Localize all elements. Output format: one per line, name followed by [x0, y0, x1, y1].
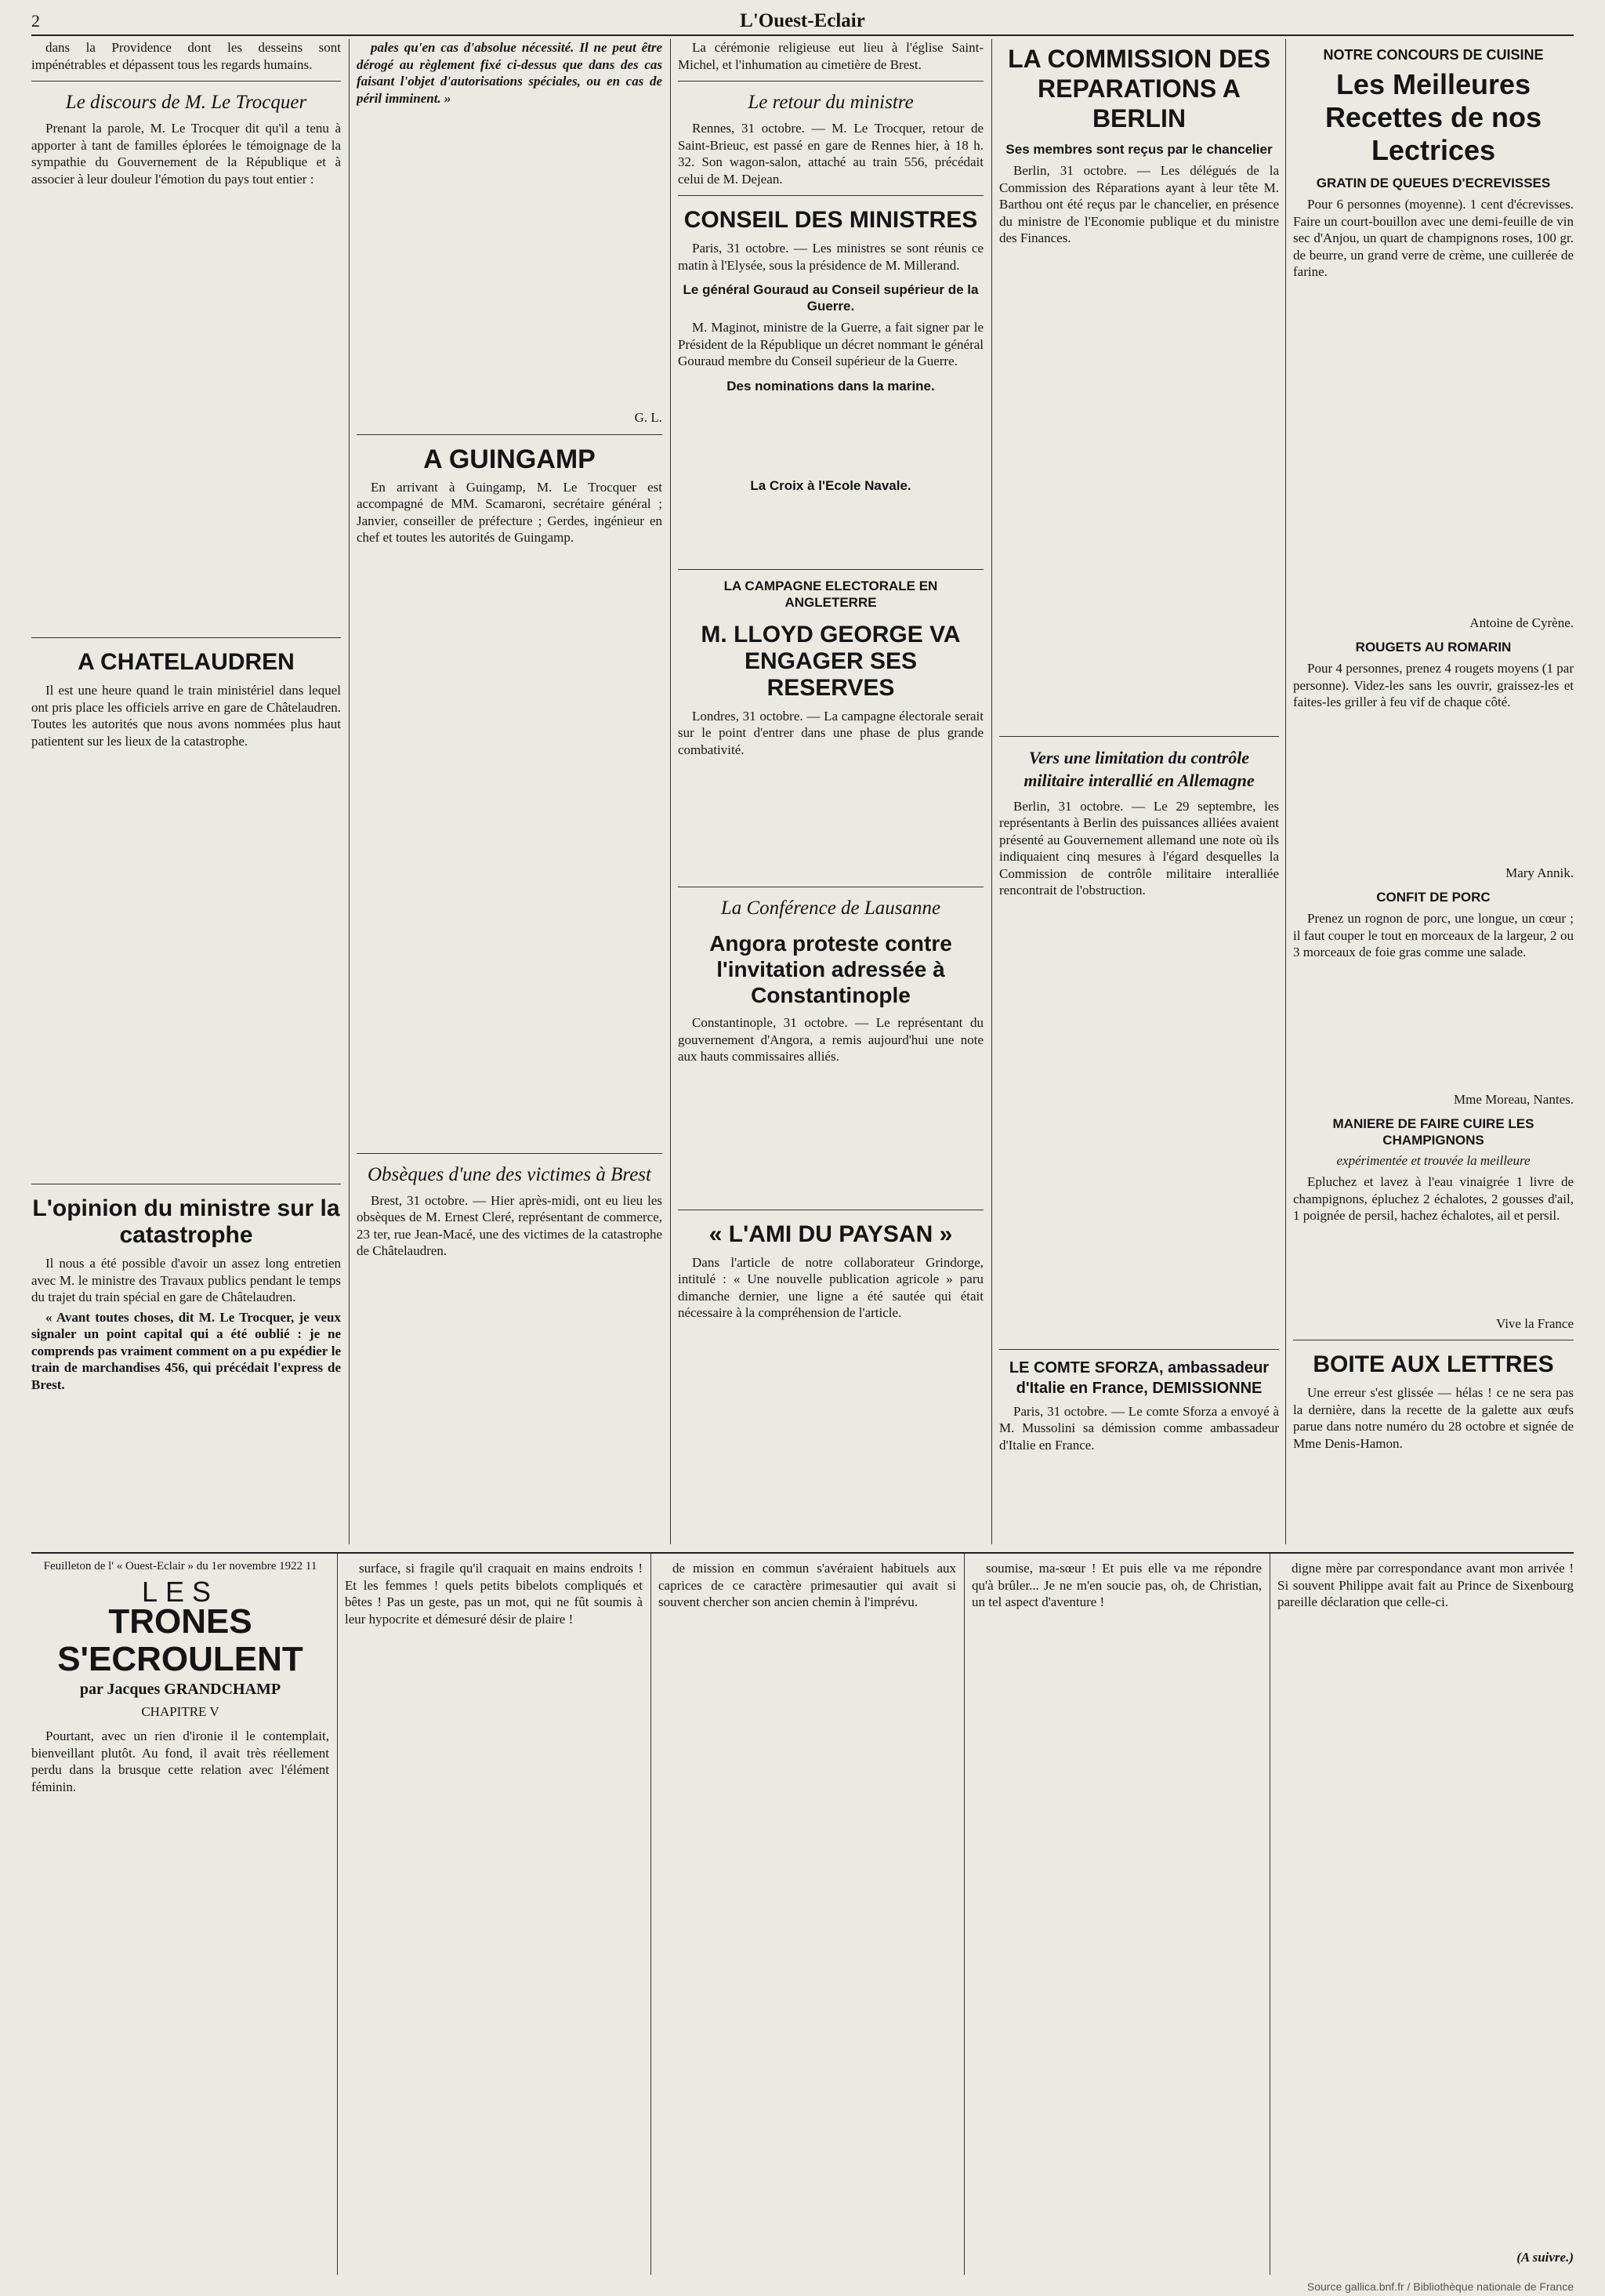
col3-p6: Dans l'article de notre collaborateur Grindorge, intitulé : « Une nouvelle publication agricole » paru dimanche dernier, une ligne a été sautée qui était nécessaire à la compréhension de l'article.	[678, 1254, 984, 1320]
heading-opinion: L'opinion du ministre sur la catastrophe	[32, 1195, 340, 1248]
heading-limitation: Vers une limitation du contrôle militaire interallié en Allemagne	[1024, 747, 1255, 790]
newspaper-title: L'Ouest-Eclair	[740, 10, 865, 31]
heading-sforza: LE COMTE SFORZA, ambassadeur d'Italie en France, DEMISSIONNE	[1009, 1358, 1270, 1397]
heading-commission: LA COMMISSION DES REPARATIONS A BERLIN	[1008, 45, 1270, 132]
column-3	[678, 39, 984, 1544]
heading-rougets: ROUGETS AU ROMARIN	[1355, 640, 1512, 655]
masthead	[31, 8, 1574, 36]
feuilleton-p4: soumise, ma-sœur ! Et puis elle va me répondre qu'à brûler... Je ne m'en soucie pas, oh, de Christian, un tel aspect d'aventure !	[972, 1561, 1262, 1609]
heading-lausanne: La Conférence de Lausanne	[720, 898, 941, 919]
feuilleton-p2: surface, si fragile qu'il craquait en mains endroits ! Et les femmes ! quels petits bibelots compliqués et bêtes ! Pas un geste, pas un mot, qui ne fût soumis à leur hypocrite et démesuré désir de plaire !	[345, 1561, 643, 1627]
feuilleton-col-5	[1277, 1554, 1574, 2281]
col5-p3: Prenez un rognon de porc, une longue, un cœur ; il faut couper le tout en morceaux de la largeur, 2 ou 3 morceaux de foie gras comme une salade.	[1293, 911, 1574, 959]
col5-p2: Pour 4 personnes, prenez 4 rougets moyens (1 par personne). Videz-les sans les ouvrir, graissez-les et faites-les griller à feu vif de chaque côté.	[1293, 661, 1574, 709]
col4-p1: Berlin, 31 octobre. — Les délégués de la Commission des Réparations ayant à leur tête M. Barthou ont été reçus par le chancelier, en présence du ministre de l'Economie publique et du ministre des Finances.	[999, 163, 1279, 245]
heading-nominations: Des nominations dans la marine.	[726, 378, 935, 394]
upper-section	[31, 39, 1574, 1544]
col4-p3: Paris, 31 octobre. — Le comte Sforza a envoyé à M. Mussolini sa démission comme ambassadeur d'Italie en France.	[999, 1403, 1279, 1453]
heading-guingamp: A GUINGAMP	[423, 444, 596, 474]
heading-lloyd: M. LLOYD GEORGE VA ENGAGER SES RESERVES	[701, 621, 961, 701]
col3-p4: Londres, 31 octobre. — La campagne électorale serait sur le point d'entrer dans une phase de plus grande combativité.	[678, 708, 984, 757]
col2-p2: En arrivant à Guingamp, M. Le Trocquer est accompagné de MM. Scamaroni, secrétaire général ; Janvier, conseiller de préfecture ; Gerdes, ingénieur en chef et toutes les autorités de Guingamp.	[357, 479, 662, 545]
col5-sig4: Vive la France	[1495, 1315, 1574, 1331]
feuilleton-title: TRONES S'ECROULENT	[57, 1602, 303, 1678]
col5-p5: Une erreur s'est glissée — hélas ! ce ne sera pas la dernière, dans la recette de la galette aux œufs parue dans notre numéro du 28 octobre et signée de Mme Denis-Hamon.	[1293, 1385, 1574, 1451]
col3-p1: Rennes, 31 octobre. — M. Le Trocquer, retour de Saint-Brieuc, est passé en gare de Rennes hier, à 18 h. 32. Son wagon-salon, attaché au train 556, précédait celui de M. Dejean.	[678, 121, 984, 187]
feuilleton-p5: digne mère par correspondance avant mon arrivée ! Si souvent Philippe avait fait au Prince de Sixenbourg pareille déclaration que celle-ci.	[1277, 1561, 1574, 1609]
feuilleton-chapter: CHAPITRE V	[141, 1703, 219, 1719]
feuilleton-p3: de mission en commun s'avéraient habituels aux caprices de ce caractère primesautier qui avait si souvent chercher son ancien chemin à l'imprévu.	[658, 1561, 956, 1609]
col5-sig1: Antoine de Cyrène.	[1469, 615, 1574, 630]
heading-recettes: Les Meilleures Recettes de nos Lectrices	[1324, 68, 1542, 166]
heading-chatelaudren: A CHATELAUDREN	[78, 649, 295, 675]
heading-membres: Ses membres sont reçus par le chancelier	[1005, 142, 1273, 157]
feuilleton-col-4	[972, 1554, 1262, 2281]
col3-p3: M. Maginot, ministre de la Guerre, a fait signer par le Président de la République un décret nommant le général Gouraud membre du Conseil supérieur de la Guerre.	[678, 320, 984, 368]
heading-discours: Le discours de M. Le Trocquer	[65, 92, 307, 113]
feuilleton-p1: Pourtant, avec un rien d'ironie il le contemplait, bienveillant plutôt. Au fond, il avait très réellement perdu dans la brusque cette relation avec l'élément féminin.	[31, 1728, 329, 1794]
heading-gratin: GRATIN DE QUEUES D'ECREVISSES	[1316, 176, 1551, 190]
heading-campagne: LA CAMPAGNE ELECTORALE EN ANGLETERRE	[723, 578, 938, 610]
feuilleton-col-2	[345, 1554, 643, 2281]
a-suivre: (A suivre.)	[1516, 2249, 1574, 2265]
heading-croix: La Croix à l'Ecole Navale.	[750, 477, 911, 493]
col3-p0: La cérémonie religieuse eut lieu à l'église Saint-Michel, et l'inhumation au cimetière de Brest.	[678, 40, 984, 72]
heading-angora: Angora proteste contre l'invitation adressée à Constantinople	[709, 931, 952, 1007]
col1-p2: Il est une heure quand le train ministériel dans lequel ont pris place les officiels arrive en gare de Châtelaudren. Toutes les autorités que nous avons nommées plus haut patientent sur les lieux de la catastrophe.	[31, 683, 341, 749]
col3-p5: Constantinople, 31 octobre. — Le représentant du gouvernement d'Angora, a remis aujourd'hui une note aux hauts commissaires alliés.	[678, 1015, 984, 1064]
col3-p2: Paris, 31 octobre. — Les ministres se sont réunis ce matin à l'Elysée, sous la présidence de M. Millerand.	[678, 241, 984, 273]
col2-p1: pales qu'en cas d'absolue nécessité. Il ne peut être dérogé au règlement fixé ci-dessus que dans des cas faisant l'objet d'autorisations spéciales, ou en cas de péril imminent. »	[357, 40, 662, 106]
column-1	[31, 39, 341, 1544]
heading-confit: CONFIT DE PORC	[1376, 890, 1491, 905]
heading-boite: BOITE AUX LETTRES	[1313, 1351, 1554, 1377]
col5-sig3: Mme Moreau, Nantes.	[1454, 1091, 1574, 1107]
col2-signature: G. L.	[634, 410, 662, 425]
heading-concours: NOTRE CONCOURS DE CUISINE	[1323, 47, 1544, 63]
heading-conseil: CONSEIL DES MINISTRES	[683, 207, 978, 233]
heading-maniere: MANIERE DE FAIRE CUIRE LES CHAMPIGNONS	[1332, 1116, 1534, 1148]
col1-p1: Prenant la parole, M. Le Trocquer dit qu'il a tenu à apporter à tant de familles éplorées le témoignage de la sympathie du Gouvernement de la République et à associer à leur douleur l'émotion du pays tout entier :	[31, 121, 341, 187]
col1-intro: dans la Providence dont les desseins sont impénétrables et dépassent tous les regards humains.	[31, 40, 341, 72]
heading-maniere-sub: expérimentée et trouvée la meilleure	[1336, 1153, 1531, 1168]
col1-quote: « Avant toutes choses, dit M. Le Trocquer, je veux signaler un point capital qui a été oublié : je ne comprends pas vraiment comment on a pu expédier le train de marchandises 456, qui précédait l'express de Brest.	[31, 1309, 341, 1392]
col1-p3: Il nous a été possible d'avoir un assez long entretien avec M. le ministre des Travaux publics pendant le temps du trajet du train spécial en gare de Châtelaudren.	[31, 1256, 341, 1304]
column-5	[1293, 39, 1574, 1544]
feuilleton-col-1	[31, 1554, 329, 2275]
col5-p4: Epluchez et lavez à l'eau vinaigrée 1 livre de champignons, épluchez 2 échalotes, 2 gousses d'ail, 1 poignée de persil, hachez échalotes, ail et persil.	[1293, 1174, 1574, 1223]
feuilleton-author: par Jacques GRANDCHAMP	[79, 1681, 281, 1698]
col5-p1: Pour 6 personnes (moyenne). 1 cent d'écrevisses. Faire un court-bouillon avec une demi-feuille de vin sec d'Anjou, un quart de champignons roses, 100 gr. de beurre, un grand verre de crème, une cuillerée de farine.	[1293, 197, 1574, 279]
page-number: 2	[31, 11, 40, 31]
col4-p2: Berlin, 31 octobre. — Le 29 septembre, les représentants à Berlin des puissances alliées avaient présenté au Gouvernement allemand une note où ils indiquaient cinq mesures à l'égard desquelles la Commission de contrôle militaire interalliée rencontrait de l'obstruction.	[999, 798, 1279, 898]
feuilleton-les: LES	[141, 1575, 219, 1608]
feuilleton-section	[31, 1552, 1574, 2275]
feuilleton-col-3	[658, 1554, 956, 2281]
col2-p3: Brest, 31 octobre. — Hier après-midi, ont eu lieu les obsèques de M. Ernest Cleré, représentant de commerce, 23 ter, rue Jean-Macé, une des victimes de la catastrophe de Châtelaudren.	[357, 1192, 662, 1258]
source-credit: Source gallica.bnf.fr / Bibliothèque nationale de France	[1306, 2280, 1574, 2293]
feuilleton-number: 11	[305, 1560, 317, 1572]
column-4	[999, 39, 1279, 1544]
col5-sig2: Mary Annik.	[1505, 865, 1574, 880]
heading-retour: Le retour du ministre	[748, 92, 914, 113]
heading-ami-paysan: « L'AMI DU PAYSAN »	[708, 1221, 953, 1247]
column-2	[357, 39, 662, 1544]
feuilleton-header: Feuilleton de l' « Ouest-Eclair » du 1er novembre 1922 11	[43, 1560, 317, 1572]
heading-obseques: Obsèques d'une des victimes à Brest	[368, 1163, 651, 1185]
heading-gouraud: Le général Gouraud au Conseil supérieur de la Guerre.	[683, 282, 979, 314]
